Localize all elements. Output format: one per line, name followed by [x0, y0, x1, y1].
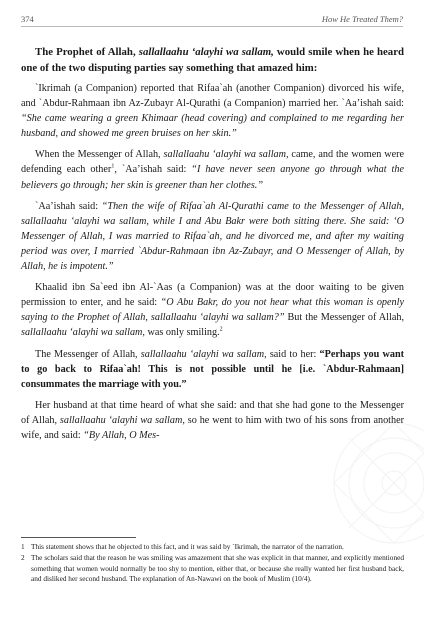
footnote-number: 2: [21, 553, 25, 563]
paragraph-4: Khaalid ibn Sa`eed ibn Al-`Aas (a Companion) was at the door waiting to be given permission to enter, and he said: “O Abu Bakr, do you not hear what this woman is openly saying to the Prophet of Allah, sallallaahu ‘alayhi wa sallam?” But the Messenger of Allah, sallallaahu ‘alayhi wa sallam, was only smiling.$^2$: [21, 282, 404, 339]
paragraph-5: The Messenger of Allah, sallallaahu ‘alayhi wa sallam, said to her: “Perhaps you want to go back to Rifaa`ah! This is not possible until he [i.e. `Abdur-Rahmaan] consummates the marriage with you.”: [21, 348, 404, 390]
footnote-number: 1: [21, 542, 25, 551]
section-heading: The Prophet of Allah, sallallaahu ‘alayhi wa sallam, would smile when he heard one of the two disputing parties say something that amazed him:: [21, 46, 404, 74]
running-title: How He Treated Them?: [321, 14, 403, 24]
paragraph-2: When the Messenger of Allah, sallallaahu ‘alayhi wa sallam, came, and the women were defending each other$^1$, `Aa’ishah said: “I have never seen anyone go through what the believers go through; her skin is greener than her clothes.”: [21, 149, 405, 191]
footnotes: [21, 542, 404, 586]
footnote-text: The scholars said that the reason he was smiling was amazement that she was explicit in that manner, and explicitly mentioned something that women would normally be too shy to mention, either that, or because she really wanted her first husband back, and disliked her second husband. The explanation of An-Nawawi on the book of Muslim (10/4).: [31, 553, 404, 584]
footnote-text: This statement shows that he objected to this fact, and it was said by `Ikrimah, the narrator of the narration.: [31, 542, 344, 551]
page-number: 374: [21, 14, 34, 24]
footnote-divider: [21, 537, 136, 538]
footnote-ref-1[interactable]: 1: [111, 164, 115, 171]
paragraph-1: `Ikrimah (a Companion) reported that Rifaa`ah (another Companion) divorced his wife, and `Abdur-Rahmaan ibn Az-Zubayr Al-Qurathi (a Companion) married her. `Aa’ishah said: “She came wearing a green Khimaar (head covering) and complained to me regarding her husband, and showed me green bruises on her skin.”: [21, 83, 404, 140]
footnote-1: [21, 542, 404, 552]
paragraph-3: `Aa’ishah said: “Then the wife of Rifaa`ah Al-Qurathi came to the Messenger of Allah, sallallaahu ‘alayhi wa sallam, while I and Abu Bakr were both sitting there. She said: ‘O Messenger of Allah, I was married to Rifaa`ah, and he divorced me, and after my waiting period was over, I married `Abdur-Rahmaan ibn Az-Zubayr, and O Messenger of Allah, by Allah, he is impotent.”: [21, 200, 404, 273]
running-header: [21, 14, 403, 27]
main-text: [21, 44, 404, 449]
paragraph-6: Her husband at that time heard of what she said: and that she had gone to the Messenger of Allah, sallallaahu ‘alayhi wa sallam, so he went to him with two of his sons from another wife, and said: “By Allah, O Mes-: [21, 399, 405, 441]
footnote-ref-2[interactable]: 2: [219, 327, 223, 334]
footnote-2: [21, 553, 404, 584]
